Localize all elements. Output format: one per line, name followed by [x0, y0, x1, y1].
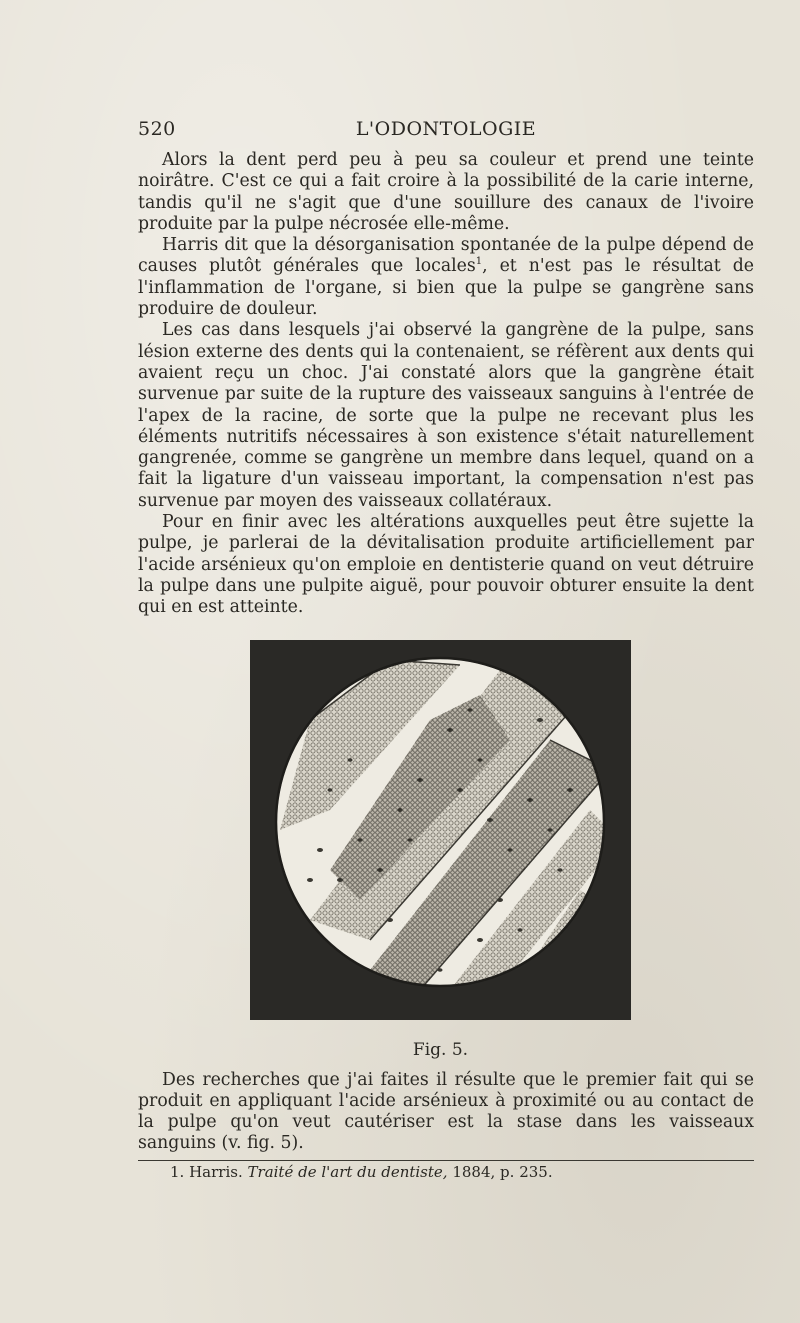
figure-caption: Fig. 5.: [412, 1040, 469, 1060]
paragraph-4: Pour en finir avec les altérations auxquelles peut être sujette la pulpe, je parlerai de la dévitalisation produite artificiellement par l'acide arsénieux qu'on emploie en dentisterie quand on veut détruire la pulpe dans une pulpite aiguë, pour pouvoir obturer ensuite la dent qui en est atteinte.: [138, 512, 754, 618]
paragraph-3: Les cas dans lesquels j'ai observé la gangrène de la pulpe, sans lésion externe des dents qui la contenaient, se réfèrent aux dents qui avaient reçu un choc. J'ai constaté alors que la gangrène était survenue par suite de la rupture des vaisseaux sanguins à l'entrée de l'apex de la racine, de sorte que la pulpe ne recevant plus les éléments nutritifs nécessaires à son existence s'était naturellement gangrenée, comme se gangrène un membre dans lequel, quand on a fait la ligature d'un vaisseau important, la compensation n'est pas survenue par moyen des vaisseaux collatéraux.: [138, 320, 754, 511]
paragraph-2-end: , et n'est pas le résultat de l'inflammation de l'organe, si bien que la pulpe se gangrène sans produire de douleur.: [138, 256, 754, 320]
micrograph-illustration: [250, 640, 631, 1020]
page-number: 520: [138, 118, 176, 140]
footnote-author: Harris.: [189, 1163, 243, 1181]
paragraph-5: Des recherches que j'ai faites il résulte que le premier fait qui se produit en appliquant l'acide arsénieux à proximité ou au contact de la pulpe qu'on veut cautériser est la stase dans les vaisseaux sanguins (v. fig. 5).: [138, 1070, 754, 1153]
running-title: L'ODONTOLOGIE: [355, 118, 537, 140]
body-text: [138, 150, 754, 619]
paragraph-2: [138, 235, 754, 320]
footnote-reference: 1: [475, 256, 483, 268]
footnote-rule: [138, 1160, 754, 1161]
figure-5-micrograph: [250, 640, 631, 1020]
paragraph-1: Alors la dent perd peu à peu sa couleur et prend une teinte noirâtre. C'est ce qui a fait croire à la possibilité de la carie interne, tandis qu'il ne s'agit que d'une souillure des canaux de l'ivoire produite par la pulpe nécrosée elle-même.: [138, 150, 754, 234]
footnote-number: 1.: [170, 1163, 185, 1181]
footnote-title: Traité de l'art du dentiste,: [247, 1163, 448, 1181]
footnote-details: 1884, p. 235.: [452, 1163, 553, 1181]
paragraph-2-start: Harris dit que la désorganisation spontanée de la pulpe dépend de causes plutôt générales que locales: [138, 235, 754, 277]
page-header: [138, 118, 754, 146]
body-text-after-figure: [138, 1070, 754, 1154]
footnote: [170, 1163, 754, 1181]
